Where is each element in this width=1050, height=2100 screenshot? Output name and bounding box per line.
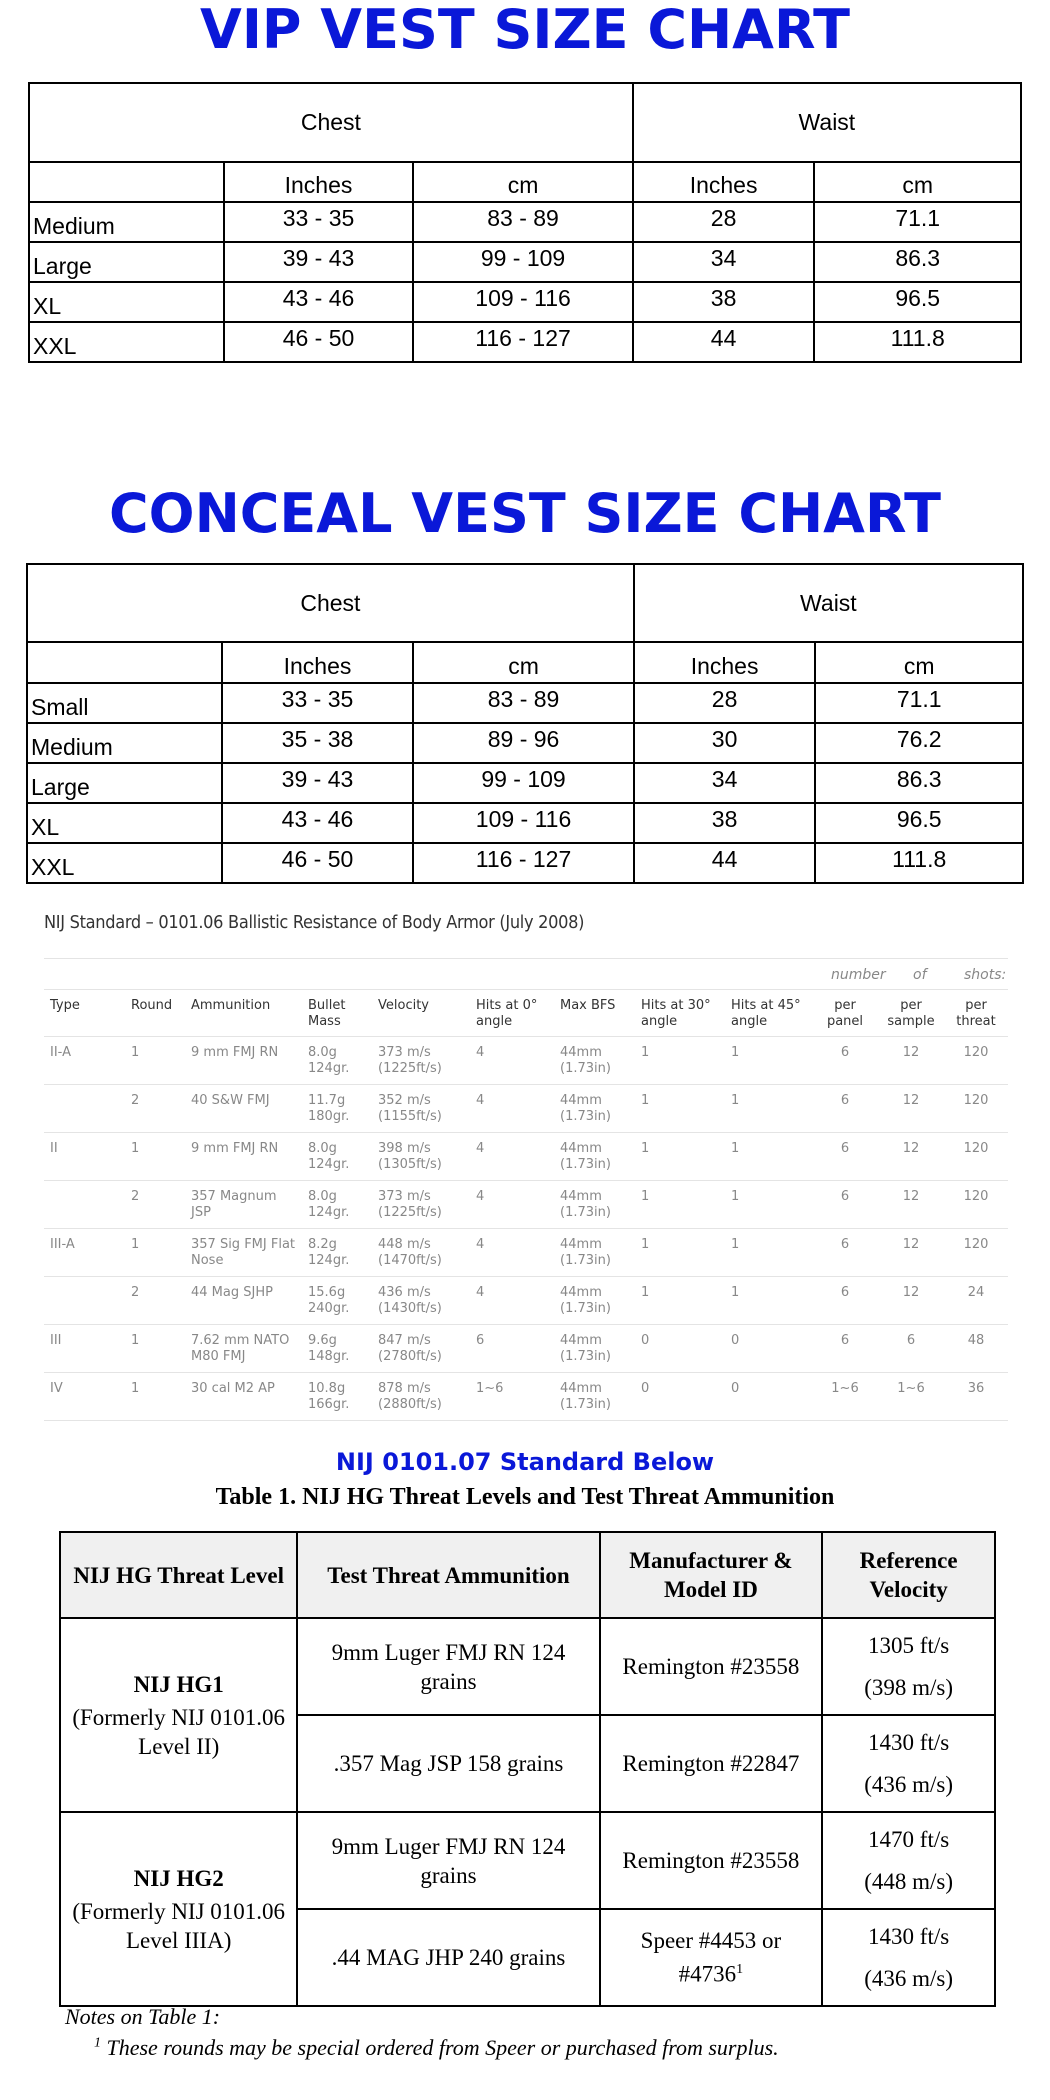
nij06-body	[44, 1037, 1008, 1421]
size-header-empty	[27, 642, 222, 683]
waist-inches: 44	[634, 843, 816, 883]
col-header-max-bfs: Max BFS	[554, 990, 635, 1037]
cell-ammunition: 30 cal M2 AP	[185, 1373, 302, 1421]
waist-inches: 30	[634, 723, 816, 763]
table-row	[27, 803, 1023, 843]
table-row	[44, 1085, 1008, 1133]
cell-per-panel: 6	[810, 1133, 878, 1181]
cell-type	[44, 1277, 125, 1325]
threat-level-name: NIJ HG2	[133, 1865, 224, 1891]
cell-type: II-A	[44, 1037, 125, 1085]
waist-inches: 28	[634, 683, 816, 723]
cell-ammunition: 40 S&W FMJ	[185, 1085, 302, 1133]
table-row	[27, 843, 1023, 883]
cell-type	[44, 1085, 125, 1133]
table-row	[44, 1181, 1008, 1229]
chest-cm: 109 - 116	[413, 803, 633, 843]
notes-title: Notes on Table 1:	[65, 2004, 221, 2029]
velocity-fts: 1470 ft/s	[868, 1826, 950, 1852]
cell-ammunition: 44 Mag SJHP	[185, 1277, 302, 1325]
cell-per-panel: 6	[810, 1325, 878, 1373]
reference-velocity	[822, 1812, 995, 1909]
chest-inches: 43 - 46	[224, 282, 414, 322]
cell-type: II	[44, 1133, 125, 1181]
chest-cm: 83 - 89	[413, 683, 633, 723]
cell-max-bfs: 44mm (1.73in)	[554, 1085, 635, 1133]
table-row	[44, 1373, 1008, 1421]
cell-per-panel: 6	[810, 1277, 878, 1325]
cell-round: 2	[125, 1277, 185, 1325]
cell-hits-45: 1	[725, 1037, 810, 1085]
footnote-marker: 1	[736, 1962, 744, 1978]
cell-round: 2	[125, 1085, 185, 1133]
size-label: XL	[27, 803, 222, 843]
table-row	[27, 723, 1023, 763]
cell-round: 1	[125, 1325, 185, 1373]
test-ammunition: 9mm Luger FMJ RN 124 grains	[297, 1812, 599, 1909]
size-label: XL	[29, 282, 224, 322]
chest-inches: 39 - 43	[222, 763, 414, 803]
table-row	[27, 683, 1023, 723]
shots-group-header	[44, 959, 1008, 989]
waist-cm-header: cm	[815, 642, 1023, 683]
nij06-table	[44, 989, 1008, 1421]
vip-chart-title: VIP VEST SIZE CHART	[200, 0, 850, 61]
col-header-velocity: Velocity	[372, 990, 470, 1037]
col-header-round: Round	[125, 990, 185, 1037]
cell-hits-0: 4	[470, 1229, 554, 1277]
waist-inches: 34	[634, 763, 816, 803]
footnote	[94, 2035, 779, 2061]
col-header-type: Type	[44, 990, 125, 1037]
cell-hits-45: 1	[725, 1229, 810, 1277]
cell-per-sample: 12	[878, 1229, 942, 1277]
threat-level-formerly: (Formerly NIJ 0101.06 Level II)	[72, 1704, 286, 1759]
manufacturer-model	[600, 1909, 823, 2006]
col-header-test-ammunition: Test Threat Ammunition	[297, 1532, 599, 1618]
cell-velocity: 352 m/s (1155ft/s)	[372, 1085, 470, 1133]
cell-round: 1	[125, 1133, 185, 1181]
shots-label-shots: shots:	[964, 967, 1007, 983]
cell-ammunition: 357 Magnum JSP	[185, 1181, 302, 1229]
cell-round: 1	[125, 1037, 185, 1085]
cell-hits-30: 0	[635, 1373, 725, 1421]
cell-velocity: 878 m/s (2880ft/s)	[372, 1373, 470, 1421]
cell-ammunition: 7.62 mm NATO M80 FMJ	[185, 1325, 302, 1373]
cell-velocity: 847 m/s (2780ft/s)	[372, 1325, 470, 1373]
waist-inches: 34	[633, 242, 815, 282]
nij06-table-wrap	[44, 958, 1008, 1421]
cell-per-panel: 6	[810, 1085, 878, 1133]
chest-inches: 43 - 46	[222, 803, 414, 843]
threat-level-formerly: (Formerly NIJ 0101.06 Level IIIA)	[72, 1898, 286, 1953]
waist-inches: 38	[633, 282, 815, 322]
cell-per-threat: 120	[942, 1085, 1008, 1133]
chest-cm: 83 - 89	[413, 202, 632, 242]
manufacturer-model: Remington #23558	[600, 1812, 823, 1909]
table-row	[27, 763, 1023, 803]
size-label: XXL	[29, 322, 224, 362]
cell-per-threat: 120	[942, 1037, 1008, 1085]
cell-bullet-mass: 9.6g 148gr.	[302, 1325, 372, 1373]
chest-cm: 109 - 116	[413, 282, 632, 322]
threat-level-table	[59, 1531, 996, 2007]
test-ammunition: .357 Mag JSP 158 grains	[297, 1715, 599, 1812]
footnote-marker: 1	[94, 2035, 101, 2051]
test-ammunition: 9mm Luger FMJ RN 124 grains	[297, 1618, 599, 1715]
vip-size-table	[28, 82, 1022, 363]
velocity-ms: (436 m/s)	[864, 1965, 954, 1991]
chest-inches-header: Inches	[224, 162, 414, 202]
table-row	[29, 242, 1021, 282]
cell-bullet-mass: 8.0g 124gr.	[302, 1133, 372, 1181]
waist-cm: 71.1	[814, 202, 1021, 242]
chest-inches: 46 - 50	[222, 843, 414, 883]
cell-round: 1	[125, 1373, 185, 1421]
velocity-ms: (448 m/s)	[864, 1868, 954, 1894]
cell-per-threat: 120	[942, 1181, 1008, 1229]
cell-max-bfs: 44mm (1.73in)	[554, 1037, 635, 1085]
table-row	[44, 1277, 1008, 1325]
cell-hits-30: 1	[635, 1229, 725, 1277]
cell-type: IV	[44, 1373, 125, 1421]
cell-hits-45: 1	[725, 1085, 810, 1133]
reference-velocity	[822, 1618, 995, 1715]
table-header-row	[60, 1532, 995, 1618]
test-ammunition: .44 MAG JHP 240 grains	[297, 1909, 599, 2006]
cell-velocity: 436 m/s (1430ft/s)	[372, 1277, 470, 1325]
cell-max-bfs: 44mm (1.73in)	[554, 1181, 635, 1229]
cell-round: 2	[125, 1181, 185, 1229]
cell-max-bfs: 44mm (1.73in)	[554, 1133, 635, 1181]
conceal-size-table	[26, 563, 1024, 884]
cell-hits-0: 4	[470, 1085, 554, 1133]
velocity-ms: (436 m/s)	[864, 1771, 954, 1797]
table-row	[29, 282, 1021, 322]
cell-type: III-A	[44, 1229, 125, 1277]
cell-per-sample: 12	[878, 1277, 942, 1325]
cell-hits-0: 4	[470, 1037, 554, 1085]
waist-inches: 28	[633, 202, 815, 242]
cell-hits-0: 4	[470, 1277, 554, 1325]
cell-per-panel: 6	[810, 1037, 878, 1085]
cell-hits-30: 1	[635, 1037, 725, 1085]
chest-cm-header: cm	[413, 642, 633, 683]
model-text: Speer #4453 or #4736	[640, 1928, 782, 1987]
table-row	[29, 202, 1021, 242]
cell-velocity: 373 m/s (1225ft/s)	[372, 1181, 470, 1229]
cell-per-threat: 120	[942, 1133, 1008, 1181]
cell-velocity: 398 m/s (1305ft/s)	[372, 1133, 470, 1181]
cell-per-sample: 1~6	[878, 1373, 942, 1421]
col-header-ammunition: Ammunition	[185, 990, 302, 1037]
col-header-reference-velocity: Reference Velocity	[822, 1532, 995, 1618]
cell-hits-30: 1	[635, 1277, 725, 1325]
cell-velocity: 448 m/s (1470ft/s)	[372, 1229, 470, 1277]
size-label: Medium	[29, 202, 224, 242]
table-row	[60, 1812, 995, 1909]
nij07-heading: NIJ 0101.07 Standard Below	[335, 1448, 715, 1476]
threat-level-name: NIJ HG1	[133, 1671, 224, 1697]
waist-cm: 86.3	[814, 242, 1021, 282]
chest-cm: 116 - 127	[413, 322, 632, 362]
cell-max-bfs: 44mm (1.73in)	[554, 1229, 635, 1277]
chest-inches: 35 - 38	[222, 723, 414, 763]
cell-bullet-mass: 8.2g 124gr.	[302, 1229, 372, 1277]
cell-velocity: 373 m/s (1225ft/s)	[372, 1037, 470, 1085]
nij06-title: NIJ Standard – 0101.06 Ballistic Resistance of Body Armor (July 2008)	[44, 912, 585, 933]
nij06-header-row	[44, 990, 1008, 1037]
col-header-hits-30: Hits at 30° angle	[635, 990, 725, 1037]
velocity-fts: 1430 ft/s	[868, 1923, 950, 1949]
table-row	[44, 1229, 1008, 1277]
cell-ammunition: 9 mm FMJ RN	[185, 1037, 302, 1085]
table-row	[29, 322, 1021, 362]
cell-per-threat: 36	[942, 1373, 1008, 1421]
cell-hits-0: 4	[470, 1133, 554, 1181]
chest-inches: 39 - 43	[224, 242, 414, 282]
cell-hits-45: 0	[725, 1373, 810, 1421]
size-label: Medium	[27, 723, 222, 763]
shots-label-of: of	[913, 967, 927, 983]
cell-per-sample: 12	[878, 1037, 942, 1085]
waist-cm: 96.5	[815, 803, 1023, 843]
cell-hits-0: 4	[470, 1181, 554, 1229]
cell-max-bfs: 44mm (1.73in)	[554, 1373, 635, 1421]
size-label: Large	[29, 242, 224, 282]
chest-inches: 46 - 50	[224, 322, 414, 362]
waist-group-header: Waist	[633, 83, 1021, 162]
manufacturer-model: Remington #23558	[600, 1618, 823, 1715]
cell-round: 1	[125, 1229, 185, 1277]
waist-inches-header: Inches	[633, 162, 815, 202]
cell-hits-30: 0	[635, 1325, 725, 1373]
velocity-ms: (398 m/s)	[864, 1674, 954, 1700]
velocity-fts: 1430 ft/s	[868, 1729, 950, 1755]
waist-cm: 111.8	[815, 843, 1023, 883]
cell-hits-45: 1	[725, 1181, 810, 1229]
chest-cm: 89 - 96	[413, 723, 633, 763]
chest-inches: 33 - 35	[222, 683, 414, 723]
table-caption: Table 1. NIJ HG Threat Levels and Test Threat Ammunition	[215, 1484, 835, 1510]
waist-cm: 76.2	[815, 723, 1023, 763]
waist-group-header: Waist	[634, 564, 1023, 642]
cell-type	[44, 1181, 125, 1229]
col-header-per-threat: per threat	[942, 990, 1008, 1037]
cell-hits-30: 1	[635, 1181, 725, 1229]
cell-hits-0: 6	[470, 1325, 554, 1373]
col-header-per-sample: per sample	[878, 990, 942, 1037]
footnote-text: These rounds may be special ordered from Speer or purchased from surplus.	[106, 2035, 779, 2060]
waist-inches: 38	[634, 803, 816, 843]
col-header-hits-0: Hits at 0° angle	[470, 990, 554, 1037]
col-header-bullet-mass: Bullet Mass	[302, 990, 372, 1037]
table-row	[60, 1618, 995, 1715]
cell-bullet-mass: 8.0g 124gr.	[302, 1037, 372, 1085]
cell-type: III	[44, 1325, 125, 1373]
velocity-fts: 1305 ft/s	[868, 1632, 950, 1658]
cell-per-panel: 1~6	[810, 1373, 878, 1421]
cell-hits-45: 1	[725, 1277, 810, 1325]
table-row	[44, 1037, 1008, 1085]
cell-per-panel: 6	[810, 1181, 878, 1229]
chest-group-header: Chest	[27, 564, 634, 642]
size-header-empty	[29, 162, 224, 202]
cell-hits-0: 1~6	[470, 1373, 554, 1421]
size-label: Small	[27, 683, 222, 723]
cell-max-bfs: 44mm (1.73in)	[554, 1325, 635, 1373]
shots-label-number: number	[831, 967, 886, 983]
chest-cm: 99 - 109	[413, 242, 632, 282]
chest-cm: 116 - 127	[413, 843, 633, 883]
cell-per-sample: 12	[878, 1085, 942, 1133]
cell-bullet-mass: 15.6g 240gr.	[302, 1277, 372, 1325]
col-header-threat-level: NIJ HG Threat Level	[60, 1532, 297, 1618]
conceal-chart-title: CONCEAL VEST SIZE CHART	[109, 482, 941, 545]
size-label: Large	[27, 763, 222, 803]
table-row	[44, 1325, 1008, 1373]
col-header-per-panel: per panel	[810, 990, 878, 1037]
chest-group-header: Chest	[29, 83, 633, 162]
manufacturer-model: Remington #22847	[600, 1715, 823, 1812]
waist-cm: 111.8	[814, 322, 1021, 362]
col-header-manufacturer-model: Manufacturer & Model ID	[600, 1532, 823, 1618]
reference-velocity	[822, 1909, 995, 2006]
size-label: XXL	[27, 843, 222, 883]
cell-hits-45: 1	[725, 1133, 810, 1181]
cell-ammunition: 9 mm FMJ RN	[185, 1133, 302, 1181]
cell-per-threat: 24	[942, 1277, 1008, 1325]
waist-cm-header: cm	[814, 162, 1021, 202]
cell-hits-30: 1	[635, 1133, 725, 1181]
col-header-hits-45: Hits at 45° angle	[725, 990, 810, 1037]
cell-per-sample: 12	[878, 1133, 942, 1181]
cell-ammunition: 357 Sig FMJ Flat Nose	[185, 1229, 302, 1277]
cell-bullet-mass: 8.0g 124gr.	[302, 1181, 372, 1229]
cell-per-panel: 6	[810, 1229, 878, 1277]
table-row	[44, 1133, 1008, 1181]
cell-hits-45: 0	[725, 1325, 810, 1373]
waist-inches: 44	[633, 322, 815, 362]
cell-per-sample: 12	[878, 1181, 942, 1229]
chest-inches-header: Inches	[222, 642, 414, 683]
threat-level-cell	[60, 1618, 297, 1812]
cell-max-bfs: 44mm (1.73in)	[554, 1277, 635, 1325]
waist-cm: 71.1	[815, 683, 1023, 723]
cell-bullet-mass: 11.7g 180gr.	[302, 1085, 372, 1133]
chest-inches: 33 - 35	[224, 202, 414, 242]
cell-per-threat: 48	[942, 1325, 1008, 1373]
threat-level-cell	[60, 1812, 297, 2006]
cell-per-threat: 120	[942, 1229, 1008, 1277]
waist-cm: 86.3	[815, 763, 1023, 803]
reference-velocity	[822, 1715, 995, 1812]
waist-cm: 96.5	[814, 282, 1021, 322]
waist-inches-header: Inches	[634, 642, 816, 683]
chest-cm: 99 - 109	[413, 763, 633, 803]
cell-hits-30: 1	[635, 1085, 725, 1133]
cell-per-sample: 6	[878, 1325, 942, 1373]
chest-cm-header: cm	[413, 162, 632, 202]
cell-bullet-mass: 10.8g 166gr.	[302, 1373, 372, 1421]
